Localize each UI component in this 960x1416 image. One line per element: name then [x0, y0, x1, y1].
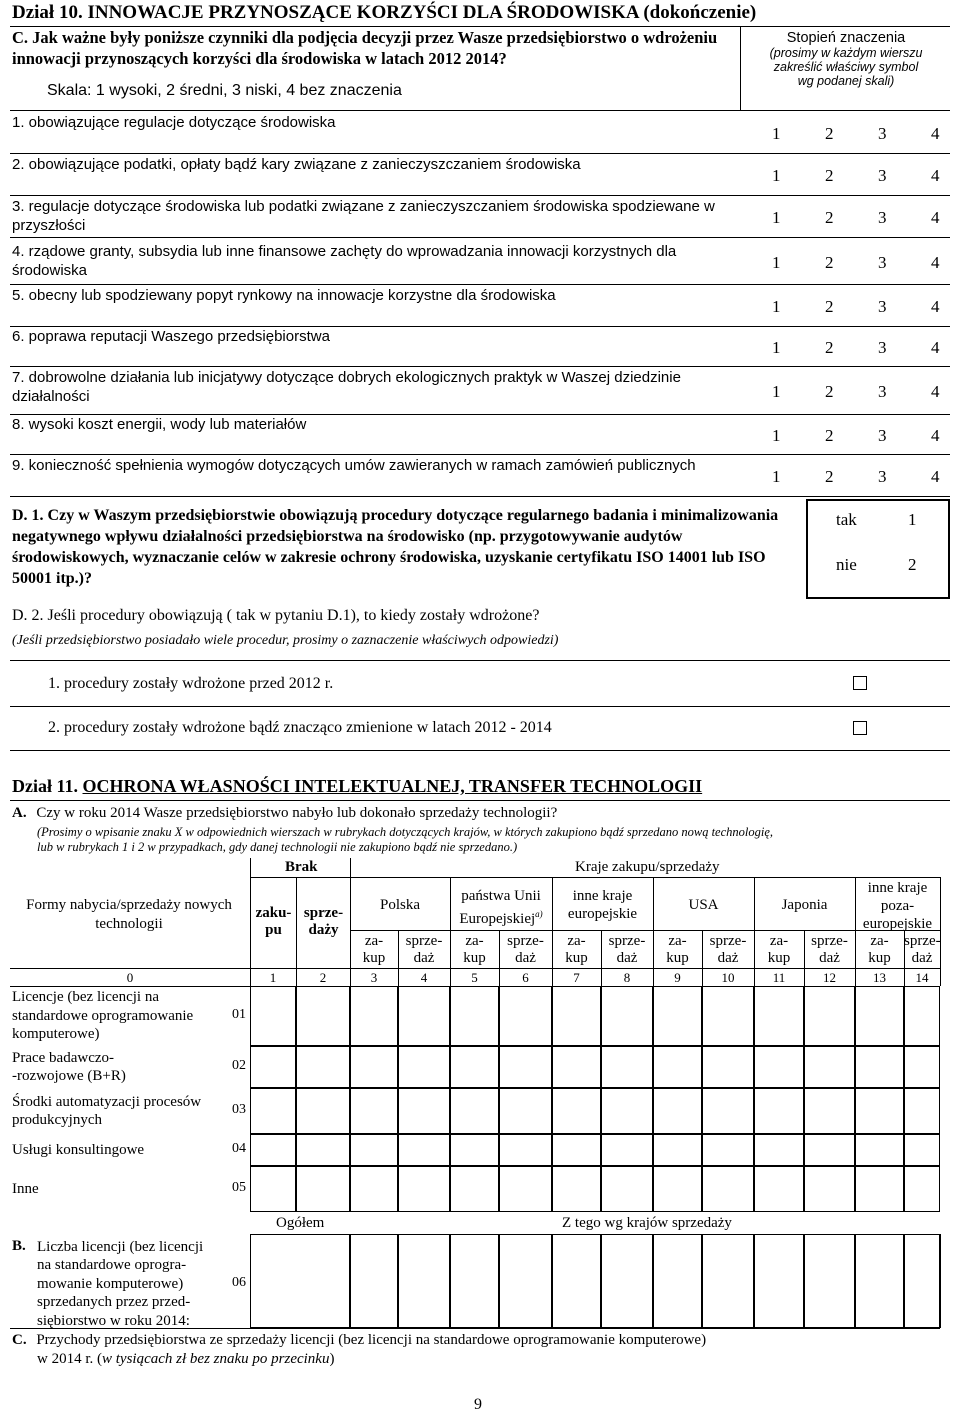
scale-option-1[interactable]: 1: [772, 426, 781, 445]
tech-cell[interactable]: [552, 1134, 601, 1166]
scale-option-3[interactable]: 3: [878, 467, 887, 486]
factor-scale: [772, 467, 951, 487]
tech-cell[interactable]: [296, 1166, 350, 1212]
licence-count-cell[interactable]: [552, 1234, 601, 1328]
qa-note2: lub w rubrykach 1 i 2 w przypadkach, gdy danej technologii nie zakupiono bądź nie sprzedano.): [37, 840, 518, 854]
tech-cell[interactable]: [904, 1134, 940, 1166]
scale-option-2[interactable]: 2: [825, 208, 834, 227]
licence-count-cell[interactable]: [804, 1234, 855, 1328]
factor-scale: [772, 426, 951, 446]
subheader-sprzedaz: sprze- daż: [608, 933, 646, 966]
tech-cell[interactable]: [804, 986, 855, 1046]
question-c-line1: C. Jak ważne były poniższe czynniki dla podjęcia decyzji przez Wasze przedsiębiorstwo o wdrożeniu: [12, 28, 718, 47]
tech-cell[interactable]: [855, 1046, 904, 1088]
tech-cell[interactable]: [702, 1046, 754, 1088]
tech-cell[interactable]: [499, 1088, 552, 1134]
scale-option-4[interactable]: 4: [931, 208, 940, 227]
tech-cell[interactable]: [552, 1046, 601, 1088]
header-sprzedazy: sprze- daży: [303, 905, 344, 938]
tech-cell[interactable]: [499, 1134, 552, 1166]
d1-no-code[interactable]: 2: [908, 555, 917, 574]
tech-row-label: Usługi konsultingowe: [12, 1141, 145, 1158]
qb-label: B.: [12, 1238, 26, 1254]
header-forms-line1: Formy nabycia/sprzedaży nowych: [26, 897, 232, 913]
scale-option-4[interactable]: 4: [931, 467, 940, 486]
section11-header-title: OCHRONA WŁASNOŚCI INTELEKTUALNEJ, TRANSFER TECHNOLOGII: [82, 776, 703, 796]
column-number: 14: [915, 970, 929, 985]
factor-label-line1: 8. wysoki koszt energii, wody lub materiałów: [12, 416, 307, 433]
tech-row-code: 02: [232, 1058, 246, 1073]
subheader-sprzedaz: sprze- daż: [507, 933, 544, 966]
column-number: 11: [772, 970, 786, 985]
licence-count-cell[interactable]: [754, 1234, 804, 1328]
licence-count-cell[interactable]: [398, 1234, 450, 1328]
d1-line: negatywnego wpływu działalności przedsiębiorstwa na środowisko (np. przygotowywanie audytów: [12, 528, 683, 545]
d1-no-label[interactable]: nie: [836, 555, 857, 574]
column-number: 4: [420, 970, 428, 985]
subheader-zakup: za- kup: [868, 933, 891, 966]
qc-label: C.: [12, 1332, 27, 1348]
tech-cell[interactable]: [250, 1166, 296, 1212]
d1-line: D. 1. Czy w Waszym przedsiębiorstwie obowiązują procedury dotyczące regularnego badania i minimalizowania: [12, 507, 779, 524]
subheader-zakup: za- kup: [565, 933, 588, 966]
factor-scale: [772, 166, 951, 186]
column-number: 12: [823, 970, 836, 985]
tech-cell[interactable]: [804, 1166, 855, 1212]
licence-count-cell[interactable]: [855, 1234, 904, 1328]
column-number: 6: [522, 970, 529, 985]
qa-label: A.: [12, 805, 27, 821]
factor-label: [12, 368, 732, 406]
subheader-sprzedaz: sprze- daż: [405, 933, 443, 966]
factor-scale: [772, 208, 951, 228]
tech-cell[interactable]: [296, 986, 350, 1046]
column-number: 3: [370, 970, 378, 985]
tech-cell[interactable]: [350, 986, 398, 1046]
header-kraje: Kraje zakupu/sprzedaży: [575, 859, 720, 875]
tech-cell[interactable]: [702, 986, 754, 1046]
header-inne-poza-line: europejskie: [862, 916, 933, 932]
qa-text: Czy w roku 2014 Wasze przedsiębiorstwo nabyło lub dokonało sprzedaży technologii?: [36, 805, 558, 821]
tech-cell[interactable]: [499, 986, 552, 1046]
qc-text2-a: w 2014 r. (: [37, 1351, 102, 1367]
header-zakupu: zaku- pu: [255, 905, 292, 938]
question-c-licence: [12, 1332, 706, 1349]
subheader-sprzedaz: sprze- daż: [811, 933, 848, 966]
factor-row: [0, 284, 960, 326]
tech-cell[interactable]: [350, 1088, 398, 1134]
degree-header: [741, 30, 951, 88]
tech-cell[interactable]: [450, 1134, 499, 1166]
tech-cell[interactable]: [754, 1088, 804, 1134]
tech-cell[interactable]: [450, 1166, 499, 1212]
degree-note3: wg podanej skali): [797, 74, 895, 88]
factor-scale: [772, 382, 951, 402]
tech-cell[interactable]: [653, 1134, 702, 1166]
tech-cell[interactable]: [601, 1166, 653, 1212]
tech-cell[interactable]: [855, 1166, 904, 1212]
tech-cell[interactable]: [904, 1088, 940, 1134]
scale-option-2[interactable]: 2: [825, 338, 834, 357]
d2-option2-label: 2. procedury zostały wdrożone bądź znacząco zmienione w latach 2012 - 2014: [48, 719, 552, 736]
section10-header: Dział 10. INNOWACJE PRZYNOSZĄCE KORZYŚCI DLA ŚRODOWISKA (dokończenie): [12, 2, 757, 23]
scale-option-3[interactable]: 3: [878, 426, 887, 445]
licence-count-cell[interactable]: [904, 1234, 940, 1328]
scale-option-4[interactable]: 4: [931, 426, 940, 445]
factor-label: [12, 286, 732, 305]
tech-cell[interactable]: [754, 1046, 804, 1088]
column-number: 13: [873, 970, 886, 985]
tech-cell[interactable]: [250, 986, 296, 1046]
section11-header: [12, 776, 702, 797]
factor-label-line1: 7. dobrowolne działania lub inicjatywy dotyczące dobrych ekologicznych praktyk w Waszej dziedzinie: [12, 369, 681, 386]
scale-option-3[interactable]: 3: [878, 166, 887, 185]
degree-note2: zakreślić właściwy symbol: [773, 60, 919, 74]
factor-label-line2: działalności: [12, 388, 90, 405]
scale-option-4[interactable]: 4: [931, 338, 940, 357]
licence-count-cell[interactable]: [350, 1234, 398, 1328]
tech-cell[interactable]: [296, 1046, 350, 1088]
tech-cell[interactable]: [804, 1134, 855, 1166]
factor-label-line1: 9. konieczność spełnienia wymogów dotyczących umów zawieranych w ramach zamówień publicznych: [12, 457, 696, 474]
tech-cell[interactable]: [250, 1134, 296, 1166]
d1-yes-code[interactable]: 1: [908, 510, 917, 529]
header-eu-line: [450, 905, 552, 928]
tech-cell[interactable]: [804, 1088, 855, 1134]
scale-option-2[interactable]: 2: [825, 166, 834, 185]
tech-cell[interactable]: [350, 1134, 398, 1166]
scale-option-2[interactable]: 2: [825, 297, 834, 316]
tech-row-code: 04: [232, 1141, 246, 1156]
tech-cell[interactable]: [398, 1134, 450, 1166]
tech-cell[interactable]: [653, 1166, 702, 1212]
scale-option-4[interactable]: 4: [931, 252, 940, 272]
tech-cell[interactable]: [702, 1134, 754, 1166]
column-number: 9: [674, 970, 681, 985]
factor-label-line1: 1. obowiązujące regulacje dotyczące środowiska: [12, 114, 336, 131]
scale-option-1[interactable]: 1: [772, 297, 781, 316]
tech-cell[interactable]: [702, 1166, 754, 1212]
scale-option-3[interactable]: 3: [878, 297, 887, 316]
scale-option-2[interactable]: 2: [825, 124, 834, 143]
qb-code: 06: [232, 1275, 246, 1290]
header-japonia: [754, 896, 855, 914]
factor-row: [0, 326, 960, 366]
tech-cell[interactable]: [552, 1166, 601, 1212]
d1-line: środowiskowych, wyznaczanie celów w zakresie ochrony środowiska, uzyskanie certyfikatu ISO 14001 lub ISO: [12, 549, 766, 566]
scale-option-2[interactable]: 2: [825, 252, 834, 272]
column-number: 7: [573, 970, 580, 985]
tech-cell[interactable]: [702, 1088, 754, 1134]
factor-label-line1: 6. poprawa reputacji Waszego przedsiębiorstwa: [12, 328, 330, 345]
tech-row-label: Prace badawczo- -rozwojowe (B+R): [12, 1049, 126, 1084]
scale-option-3[interactable]: 3: [878, 124, 887, 143]
scale-option-4[interactable]: 4: [931, 166, 940, 185]
header-brak: Brak: [285, 859, 318, 875]
factor-row: [0, 111, 960, 153]
licence-total-cell[interactable]: [250, 1234, 350, 1328]
factor-label-line1: 5. obecny lub spodziewany popyt rynkowy na innowacje korzystne dla środowiska: [12, 287, 556, 304]
factor-scale: [772, 338, 951, 358]
subheader-zakup: za- kup: [362, 933, 386, 966]
factor-scale: [772, 253, 951, 273]
tech-cell[interactable]: [398, 1088, 450, 1134]
tech-cell[interactable]: [250, 1046, 296, 1088]
factor-label: [12, 155, 732, 174]
factor-row: [0, 237, 960, 284]
licence-count-cell[interactable]: [601, 1234, 653, 1328]
d2-option1-label: 1. procedury zostały wdrożone przed 2012 r.: [48, 675, 334, 692]
scale-option-3[interactable]: 3: [878, 382, 887, 401]
factor-scale: [772, 124, 951, 144]
factor-label: [12, 113, 732, 132]
question-c-line2: innowacji przynoszących korzyści dla środowiska w latach 2012 2014?: [12, 49, 507, 68]
scale-option-1[interactable]: 1: [772, 124, 781, 143]
factor-label: [12, 456, 732, 475]
page-number: 9: [474, 1396, 482, 1413]
scale-option-2[interactable]: 2: [825, 467, 834, 486]
tech-row-label: Inne: [12, 1180, 39, 1197]
tech-row-code: 03: [232, 1102, 246, 1117]
licence-count-cell[interactable]: [653, 1234, 702, 1328]
header-eu-footnote: a): [535, 909, 543, 919]
scale-option-1[interactable]: 1: [772, 382, 781, 401]
factor-label: [12, 415, 732, 434]
column-number: 5: [471, 970, 478, 985]
scale-option-3[interactable]: 3: [878, 252, 887, 272]
tech-cell[interactable]: [552, 986, 601, 1046]
d1-answer-box: [806, 499, 950, 599]
factor-row: [0, 366, 960, 414]
scale-option-2[interactable]: 2: [825, 382, 834, 401]
qb-text: Liczba licencji (bez licencji na standardowe oprogra- mowanie komputerowe) sprzedanych przez przed- siębiorstwo w roku 2014:: [37, 1239, 204, 1329]
tech-cell[interactable]: [398, 1046, 450, 1088]
factor-label-line1: 4. rządowe granty, subsydia lub inne finansowe zachęty do wprowadzania innowacji korzystnych dla środowiska: [12, 242, 677, 279]
tech-cell[interactable]: [350, 1166, 398, 1212]
tech-cell[interactable]: [855, 1134, 904, 1166]
tech-cell[interactable]: [450, 1046, 499, 1088]
header-eu: [450, 887, 552, 928]
header-inne-poza-line: inne kraje: [867, 880, 928, 896]
factor-row: [0, 195, 960, 237]
tech-cell[interactable]: [601, 1134, 653, 1166]
header-forms: [12, 896, 246, 934]
header-inne-eu-line: inne kraje: [572, 888, 633, 904]
factor-scale: [772, 297, 951, 317]
factor-label-line1: 3. regulacje dotyczące środowiska lub podatki związane z zanieczyszczaniem środowiska spodziewane w: [12, 198, 715, 215]
factor-label: [12, 327, 732, 346]
qa-note1: (Prosimy o wpisanie znaku X w odpowiednich wierszach w rubrykach dotyczących krajów, w których zakupiono bądź sprzedano nową technologię,: [37, 825, 774, 839]
tech-row-label: Środki automatyzacji procesów produkcyjnych: [12, 1093, 202, 1128]
tech-cell[interactable]: [601, 1088, 653, 1134]
scale-option-4[interactable]: 4: [931, 297, 940, 316]
tech-row-code: 05: [232, 1180, 246, 1195]
tech-cell[interactable]: [855, 1088, 904, 1134]
degree-title: Stopień znaczenia: [786, 30, 906, 46]
header-polska-line: Polska: [379, 897, 420, 913]
tech-cell[interactable]: [450, 1088, 499, 1134]
tech-cell[interactable]: [653, 986, 702, 1046]
tech-cell[interactable]: [754, 1134, 804, 1166]
section11-header-prefix: Dział 11.: [12, 776, 83, 796]
factor-label-line2: przyszłości: [12, 217, 86, 234]
qc-text: Przychody przedsiębiorstwa ze sprzedaży licencji (bez licencji na standardowe oprogramowanie komputerowe): [36, 1332, 707, 1348]
tech-cell[interactable]: [754, 986, 804, 1046]
column-number: 2: [319, 970, 327, 985]
tech-cell[interactable]: [296, 1088, 350, 1134]
scale-option-2[interactable]: 2: [825, 426, 834, 445]
qc-text2-b: w tysiącach zł bez znaku po przecinku: [102, 1351, 330, 1367]
tech-cell[interactable]: [398, 1166, 450, 1212]
header-inne-poza-line: poza-: [880, 898, 915, 914]
header-polska: [350, 896, 450, 914]
header-z-tego: Z tego wg krajów sprzedaży: [562, 1215, 732, 1231]
d1-yes-label[interactable]: tak: [836, 510, 857, 529]
d2-option1-checkbox[interactable]: [853, 676, 867, 690]
d2-option2-checkbox[interactable]: [853, 721, 867, 735]
question-d1: [12, 505, 792, 589]
tech-cell[interactable]: [499, 1166, 552, 1212]
question-d2: D. 2. Jeśli procedury obowiązują ( tak w pytaniu D.1), to kiedy zostały wdrożone?: [12, 607, 540, 624]
tech-row-label: Licencje (bez licencji na standardowe oprogramowanie komputerowe): [12, 989, 194, 1043]
tech-row-code: 01: [232, 1007, 246, 1022]
subheader-sprzedaz: sprze- daż: [904, 933, 941, 966]
header-inne-eu-line: europejskie: [567, 906, 638, 922]
tech-cell[interactable]: [904, 1166, 940, 1212]
header-forms-line2: technologii: [95, 916, 163, 932]
scale-option-1[interactable]: 1: [772, 208, 781, 227]
licence-count-cell[interactable]: [702, 1234, 754, 1328]
factor-label: [12, 197, 732, 235]
scale-option-4[interactable]: 4: [931, 124, 940, 143]
header-ogolem: Ogółem: [276, 1215, 325, 1231]
factor-label: [12, 242, 732, 280]
scale-option-3[interactable]: 3: [878, 338, 887, 357]
column-number: 8: [623, 970, 631, 985]
tech-cell[interactable]: [601, 1046, 653, 1088]
tech-cell[interactable]: [653, 1088, 702, 1134]
tech-cell[interactable]: [601, 986, 653, 1046]
tech-cell[interactable]: [754, 1166, 804, 1212]
tech-cell[interactable]: [552, 1088, 601, 1134]
tech-cell[interactable]: [350, 1046, 398, 1088]
licence-count-cell[interactable]: [450, 1234, 499, 1328]
tech-cell[interactable]: [450, 986, 499, 1046]
licence-count-cell[interactable]: [499, 1234, 552, 1328]
header-usa: [653, 896, 754, 914]
header-japonia-line: Japonia: [781, 897, 828, 913]
header-inne-eu: [552, 887, 653, 923]
subheader-zakup: za- kup: [666, 933, 689, 966]
tech-cell[interactable]: [296, 1134, 350, 1166]
header-usa-line: USA: [688, 897, 719, 913]
d2-note: (Jeśli przedsiębiorstwo posiadało wiele procedur, prosimy o zaznaczenie właściwych odpowiedzi): [12, 633, 559, 648]
tech-cell[interactable]: [904, 1046, 940, 1088]
header-eu-text: Europejskiej: [459, 911, 536, 927]
degree-note1: (prosimy w każdym wierszu: [769, 46, 923, 60]
factor-label-line1: 2. obowiązujące podatki, opłaty bądź kary związane z zanieczyszczaniem środowiska: [12, 156, 581, 173]
qc-text2-c: ): [329, 1351, 335, 1367]
tech-cell[interactable]: [499, 1046, 552, 1088]
tech-cell[interactable]: [855, 986, 904, 1046]
scale-option-1[interactable]: 1: [772, 467, 781, 486]
column-number: 10: [721, 970, 735, 985]
d1-line: 50001 itp.)?: [12, 570, 92, 587]
subheader-zakup: za- kup: [767, 933, 791, 966]
column-number: 0: [126, 970, 134, 985]
tech-cell[interactable]: [904, 986, 940, 1046]
tech-cell[interactable]: [653, 1046, 702, 1088]
tech-cell[interactable]: [398, 986, 450, 1046]
question-a: [12, 805, 557, 822]
column-number: 1: [269, 970, 277, 985]
scale-option-1[interactable]: 1: [772, 166, 781, 185]
factor-row: [0, 454, 960, 496]
header-eu-line: państwa Unii: [461, 888, 541, 904]
subheader-zakup: za- kup: [463, 933, 486, 966]
scale-option-1[interactable]: 1: [772, 338, 781, 357]
header-inne-poza: [855, 879, 940, 933]
qc-line2: [37, 1351, 334, 1368]
scale-option-4[interactable]: 4: [931, 382, 940, 401]
tech-cell[interactable]: [804, 1046, 855, 1088]
subheader-sprzedaz: sprze- daż: [709, 933, 747, 966]
factor-row: [0, 414, 960, 454]
scale-text: Skala: 1 wysoki, 2 średni, 3 niski, 4 bez znaczenia: [47, 82, 402, 99]
tech-cell[interactable]: [250, 1088, 296, 1134]
factor-row: [0, 153, 960, 195]
scale-option-1[interactable]: 1: [772, 252, 781, 272]
scale-option-3[interactable]: 3: [878, 208, 887, 227]
